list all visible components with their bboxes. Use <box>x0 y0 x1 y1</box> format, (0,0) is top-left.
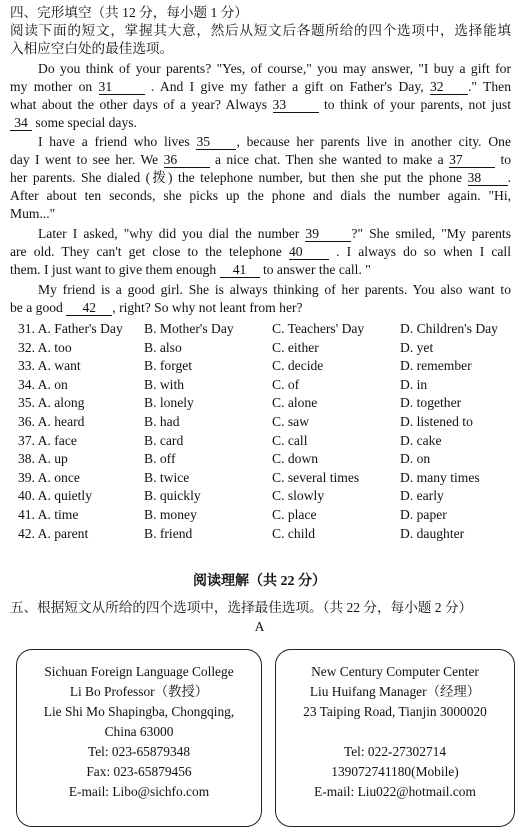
section-title: 四、完形填空（共 12 分，每小题 1 分） <box>10 5 248 20</box>
option-b: B. card <box>144 432 184 448</box>
option-row <box>14 320 514 338</box>
card-address: 23 Taiping Road, Tianjin 3000020 <box>303 704 487 719</box>
option-row <box>14 413 514 431</box>
option-c: C. child <box>272 525 316 541</box>
option-b: B. Mother's Day <box>144 321 234 336</box>
blank-36: 36 <box>164 152 210 168</box>
passage-line: Do you think of your parents? "Yes, of course," you may answer, "I buy a gift for <box>38 61 511 76</box>
card-org: Sichuan Foreign Language College <box>44 664 234 679</box>
option-c: C. saw <box>272 414 310 429</box>
card-email: E-mail: Libo@sichfo.com <box>68 784 210 799</box>
option-d: D. Children's Day <box>400 321 498 336</box>
blank-34: 34 <box>10 115 32 131</box>
card-fax: Fax: 023-65879456 <box>86 764 192 779</box>
passage-line: My friend is a good girl. She is always thinking of her parents. You also want to <box>38 282 511 297</box>
option-row <box>14 487 514 505</box>
passage-line: After about ten seconds, she picks up the phone and dials the number again. "Hi, <box>10 188 511 203</box>
option-d: D. listened to <box>400 414 473 429</box>
passage-line: are old. They can't get close to the telephone 40 . I always do so when I call <box>10 244 511 259</box>
card-tel: Tel: 022-27302714 <box>343 744 447 759</box>
option-row <box>14 376 514 394</box>
option-b: B. with <box>144 376 185 392</box>
reading-instructions: 五、根据短文从所给的四个选项中，选择最佳选项。（共 22 分，每小题 2 分） <box>10 600 473 615</box>
option-row <box>14 357 514 375</box>
card-address-2: China 63000 <box>104 724 174 739</box>
blank-32: 32 <box>430 79 468 95</box>
passage-line: day I went to see her. We 36 a nice chat. Then she wanted to make a 37 to <box>10 152 512 167</box>
instructions-line-2: 入相应空白处的最佳选项。 <box>10 41 174 56</box>
option-b: B. lonely <box>144 395 194 411</box>
option-a: 42. A. parent <box>18 525 89 541</box>
option-d: D. early <box>400 488 444 504</box>
option-b: B. forget <box>144 358 193 374</box>
option-b: B. also <box>144 339 182 355</box>
option-a: 40. A. quietly <box>18 488 93 504</box>
card-mobile: 139072741180(Mobile) <box>331 764 459 779</box>
option-d: D. on <box>400 451 431 467</box>
business-card-left <box>16 649 262 827</box>
option-b: B. quickly <box>144 488 201 504</box>
option-d: D. paper <box>400 507 447 522</box>
blank-42: 42 <box>66 300 112 316</box>
option-row <box>14 432 514 450</box>
option-d: D. cake <box>400 432 442 448</box>
option-c: C. slowly <box>272 488 325 504</box>
option-row <box>14 469 514 487</box>
option-a: 35. A. along <box>18 395 85 411</box>
blank-41: 41 <box>220 262 260 278</box>
option-a: 39. A. once <box>18 469 80 485</box>
option-a: 38. A. up <box>18 451 68 467</box>
blank-39: 39 <box>305 226 351 242</box>
card-address: Lie Shi Mo Shapingba, Chongqing, <box>43 704 235 719</box>
option-row <box>14 506 514 524</box>
instructions-line-1: 阅读下面的短文，掌握其大意，然后从短文后各题所给的四个选项中，选择能填 <box>10 23 511 38</box>
passage-line: 34 some special days. <box>10 114 511 132</box>
option-a: 36. A. heard <box>18 414 85 429</box>
option-c: C. down <box>272 451 319 467</box>
passage-line: my mother on 31 . And I give my father a gift on Father's Day, 32 ." Then <box>10 79 511 94</box>
card-name: Liu Huifang Manager（经理） <box>309 684 481 699</box>
blank-38: 38 <box>468 170 508 186</box>
card-org: New Century Computer Center <box>311 664 479 679</box>
card-email: E-mail: Liu022@hotmail.com <box>314 784 476 799</box>
option-c: C. of <box>272 376 300 392</box>
option-c: C. decide <box>272 358 324 374</box>
passage-line: I have a friend who lives 35 , because her parents live in another city. One <box>38 134 511 149</box>
option-c: C. alone <box>272 395 318 411</box>
blank-35: 35 <box>196 134 236 150</box>
passage-line: her parents. She dialed (拨) the telephone number, but then she put the phone 38 . <box>10 170 511 185</box>
part-label: A <box>254 619 265 634</box>
option-a: 41. A. time <box>18 507 79 522</box>
passage-line: what about the other days of a year? Always 33 to think of your parents, not just <box>10 97 511 112</box>
passage-line: Later I asked, "why did you dial the number 39 ?" She smiled, "My parents <box>38 226 512 241</box>
option-c: C. several times <box>272 469 360 485</box>
option-a: 33. A. want <box>18 358 81 374</box>
reading-heading: 阅读理解（共 22 分） <box>193 574 326 589</box>
option-c: C. Teachers' Day <box>272 321 365 336</box>
option-a: 32. A. too <box>18 339 72 355</box>
option-d: D. together <box>400 395 462 411</box>
blank-33: 33 <box>273 97 319 113</box>
option-a: 31. A. Father's Day <box>18 321 123 336</box>
option-b: B. money <box>144 507 197 522</box>
business-card-right <box>275 649 515 827</box>
passage-line: be a good 42 , right? So why not leant from her? <box>10 300 303 315</box>
option-c: C. place <box>272 507 317 522</box>
passage-line: Mum..." <box>10 206 56 221</box>
option-b: B. off <box>144 451 176 467</box>
option-d: D. in <box>400 376 428 392</box>
blank-31: 31 <box>99 79 145 95</box>
option-b: B. twice <box>144 469 190 485</box>
blank-40: 40 <box>289 244 329 260</box>
option-d: D. yet <box>400 339 434 355</box>
option-row <box>14 339 514 357</box>
option-d: D. many times <box>400 469 480 485</box>
option-d: D. remember <box>400 358 472 374</box>
option-c: C. either <box>272 339 319 355</box>
option-b: B. had <box>144 414 180 429</box>
passage-line: them. I just want to give them enough 41 to answer the call. " <box>10 262 371 277</box>
option-row <box>14 525 514 543</box>
card-name: Li Bo Professor（教授） <box>69 684 209 699</box>
option-a: 34. A. on <box>18 376 68 392</box>
card-tel: Tel: 023-65879348 <box>87 744 191 759</box>
option-row <box>14 450 514 468</box>
option-row <box>14 394 514 412</box>
option-d: D. daughter <box>400 525 465 541</box>
option-a: 37. A. face <box>18 432 77 448</box>
option-b: B. friend <box>144 525 193 541</box>
option-c: C. call <box>272 432 308 448</box>
blank-37: 37 <box>449 152 495 168</box>
